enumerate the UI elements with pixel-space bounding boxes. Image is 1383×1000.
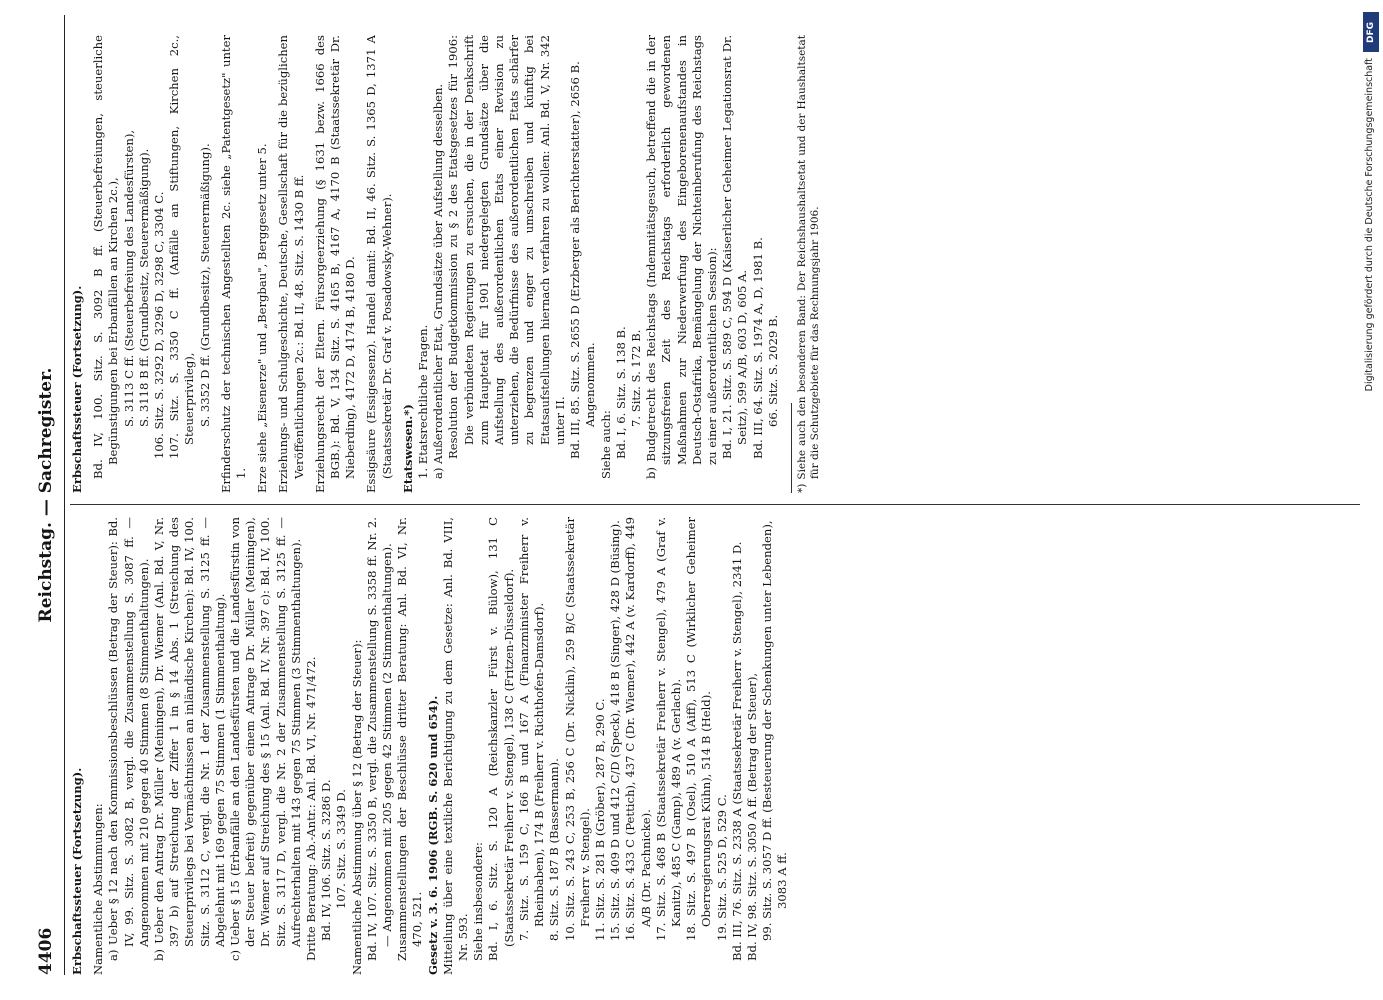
index-entry: Erfinderschutz der technischen Angestellten 2c. siehe „Patentgesetz" unter 1. <box>218 35 249 493</box>
left-column <box>70 517 1360 975</box>
left-column-heading: Erbschaftssteuer (Fortsetzung). <box>70 767 84 975</box>
rotated-page-sheet <box>30 15 1370 975</box>
page-title: Reichstag. — Sachregister. <box>36 367 56 623</box>
text-line: 106. Sitz. S. 3292 D, 3296 D, 3298 C, 3304 C. <box>152 191 167 459</box>
text-line: a) Ueber § 12 nach den Kommissionsbeschlüssen (Betrag der Steuer): Bd. IV, 99. Sitz. S. 3082 B, vergl. die Zusammenstellung S. 3087 ff. — Angenommen mit 210 gegen 40 Stimmen (8 Stimmenthaltungen). <box>106 517 151 961</box>
text-line: 107. Sitz. S. 3350 C ff. (Anfälle an Stiftungen, Kirchen 2c., Steuerprivileg), <box>167 35 197 459</box>
text-line: 10. Sitz. S. 243 C, 253 B, 256 C (Dr. Nicklin), 259 B/C (Staatssekretär Freiherr v. Stengel). <box>562 517 592 941</box>
right-column <box>70 35 1360 493</box>
digitization-credit <box>1362 12 1380 972</box>
column-divider <box>70 504 1360 505</box>
text-line: Angenommen. <box>583 342 598 427</box>
index-entry: Erze siehe „Eisenerze" und „Bergbau", Berggesetz unter 5. <box>255 143 270 493</box>
text-line: Bd. III, 76. Sitz. S. 2338 A (Staatssekretär Freiherr v. Stengel), 2341 D. <box>729 541 744 961</box>
text-line: Mitteilung über eine textliche Berichtigung zu dem Gesetze: Anl. Bd. VIII, Nr. 593. <box>440 517 471 975</box>
text-line: Namentliche Abstimmung über § 12 (Betrag der Steuer): <box>349 639 364 975</box>
text-line: S. 3113 C ff. (Steuerbefreiung des Landesfürsten), <box>121 129 136 427</box>
text-line: Namentliche Abstimmungen: <box>91 803 106 975</box>
running-header <box>30 15 65 975</box>
footnote: *) Siehe auch den besonderen Band: Der Reichshaushaltsetat und der Haushaltsetat für die Schutzgebiete für das Rechnungsjahr 1906. <box>795 35 821 493</box>
text-line: 16. Sitz. S. 433 C (Pettich), 437 C (Dr. Wiemer), 442 A (v. Kardorff), 449 A/B (Dr. Pachnicke). <box>623 517 653 941</box>
text-line: Zusammenstellungen der Beschlüsse dritter Beratung: Anl. Bd. VI, Nr. 470, 521. <box>395 517 425 961</box>
right-column-heading: Erbschaftssteuer (Fortsetzung). <box>70 285 84 493</box>
index-entry-heading: Etatswesen.*) <box>400 404 415 493</box>
text-line: S. 3352 D ff. (Grundbesitz), Steuerermäßigung). <box>197 143 212 427</box>
digitization-credit-text: Digitalisierung gefördert durch die Deutsche Forschungsgemeinschaft <box>1364 58 1375 392</box>
text-line: Bd. I, 6. Sitz. S. 138 B. <box>613 326 628 459</box>
index-entry: Erziehungsrecht der Eltern. Fürsorgeerziehung (§ 1631 bezw. 1666 des BGB.): Bd. V, 134 Sitz. S. 4165 B, 4167 A, 4170 B (Staatssekretär Dr. Nieberding), 4172 D, 4174 B, 4180 D. <box>312 35 358 493</box>
text-line: 19. Sitz. S. 525 D, 529 C. <box>714 794 729 941</box>
text-line: 66. Sitz. S. 2029 B. <box>765 314 780 427</box>
text-line: c) Ueber § 15 (Erbanfälle an den Landesfürsten und die Landesfürstin von der Steuer befreit) gegenüber einem Antrage Dr. Müller (Meiningen), Dr. Wiemer auf Streichung des § 15 (Anl. Bd. IV, Nr. 397 c): Bd. IV, 100. Sitz. S. 3117 D, vergl. die Nr. 2 der Zusammenstellung S. 3125 ff. — Aufrechterhalten mit 143 gegen 75 Stimmen (3 Stimmenthaltungen). <box>228 517 303 961</box>
dfg-logo: DFG <box>1363 12 1379 52</box>
text-line: 7. Sitz. S. 159 C, 166 B und 167 A (Finanzminister Freiherr v. Rheinbaben), 174 B (Freiherr v. Richthofen-Damsdorf). <box>516 517 547 941</box>
text-line: Bd. IV, 107. Sitz. S. 3350 B, vergl. die Zusammenstellung S. 3358 ff. Nr. 2. — Angenommen mit 205 gegen 42 Stimmen (2 Stimmenthaltungen). <box>364 517 395 961</box>
text-line: S. 3118 B ff. (Grundbesitz, Steuerermäßigung). <box>136 148 151 427</box>
text-line: 11. Sitz. S. 281 B (Gröber), 287 B, 290 C. <box>592 698 607 941</box>
text-line: Bd. IV, 98. Sitz. S. 3050 A ff. (Betrag der Steuer), <box>744 672 759 961</box>
text-line: 7. Sitz. S. 172 B. <box>628 329 643 427</box>
text-line: Bd. I, 6. Sitz. S. 120 A (Reichskanzler Fürst v. Bülow), 131 C (Staatssekretär Freiherr v. Stengel), 138 C (Fritzen-Düsseldorf). <box>486 517 516 961</box>
text-line: Siehe auch: <box>598 410 613 479</box>
index-entry: Erziehungs- und Schulgeschichte, Deutsche, Gesellschaft für die bezüglichen Veröffentlichungen 2c.: Bd. II, 48. Sitz. S. 1430 B ff. <box>276 35 306 493</box>
text-line: Bd. I, 21. Sitz. S. 589 C, 594 D (Kaiserlicher Geheimer Legationsrat Dr. Seitz), 599 A/B, 603 D, 605 A. <box>720 35 750 459</box>
page-number: 4406 <box>36 927 56 975</box>
text-line: 15. Sitz. S. 409 D und 412 C/D (Speck), 418 B (Singer), 428 D (Büsing). <box>608 520 623 941</box>
text-line: 17. Sitz. S. 468 B (Staatssekretär Freiherr v. Stengel), 479 A (Graf v. Kanitz), 485 C (Gamp), 489 A (v. Gerlach). <box>653 517 683 941</box>
text-line: 99. Sitz. S. 3057 D ff. (Besteuerung der Schenkungen unter Lebenden), <box>760 520 775 941</box>
text-line: Bd. IV, 106. Sitz. S. 3286 D. <box>319 779 334 941</box>
text-line: b) Ueber den Antrag Dr. Müller (Meiningen), Dr. Wiemer (Anl. Bd. V, Nr. 397 b) auf Streichung der Ziffer 1 in § 14 Abs. 1 (Streichung des Steuerprivilegs bei Vermächtnissen an inländische Kirchen): Bd. IV, 100. Sitz. S. 3112 C, vergl. die Nr. 1 der Zusammenstellung S. 3125 ff. — Abgelehnt mit 169 gegen 75 Stimmen (1 Stimmenthaltung). <box>152 517 227 961</box>
text-line: 1. Etatsrechtliche Fragen. <box>416 324 431 479</box>
footnote-rule <box>791 403 792 493</box>
text-line: Siehe insbesondere: <box>471 842 486 961</box>
text-line: b) Budgetrecht des Reichstags (Indemnitätsgesuch, betreffend die in der sitzungsfreien Zeit des Reichstags erforderlich gewordenen Maßnahmen zur Niederwerfung des Eingeborenenaufstandes in Deutsch-Ostafrika, Bemängelung der Nichteinberufung des Reichstags zu einer außerordentlichen Session): <box>644 35 719 479</box>
text-line: 8. Sitz. S. 187 B (Bassermann). <box>547 758 562 941</box>
text-line: Bd. III, 85. Sitz. S. 2655 D (Erzberger als Berichterstatter), 2656 B. <box>568 61 583 459</box>
text-line: Dritte Beratung: Ab.-Antr.: Anl. Bd. VI, Nr. 471/472. <box>304 656 319 961</box>
law-reference: Gesetz v. 3. 6. 1906 (RGB. S. 620 und 654). <box>425 695 440 975</box>
text-line: Bd. III, 64. Sitz. S. 1974 A, D, 1981 B. <box>750 237 765 459</box>
text-line: Resolution der Budgetkommission zu § 2 des Etatsgesetzes für 1906: Die verbündeten Regierungen zu ersuchen, die in der Denkschrift zum Hauptetat für 1901 niedergelegten Grundsätze über die Aufstellung des außerordentlichen Etats einer Revision zu unterziehen, die Bedürfnisse des außerordentlichen Etats schärfer zu begrenzen und enger zu umschreiben und künftig bei Etatsaufstellungen hiernach verfahren zu wollen: Anl. Bd. V, Nr. 342 unter II. <box>446 35 567 459</box>
text-line: 107. Sitz. S. 3349 D. <box>334 789 349 909</box>
text-line: a) Außerordentlicher Etat, Grundsätze über Aufstellung desselben. <box>431 83 446 479</box>
text-line: 18. Sitz. S. 497 B (Osel), 510 A (Aiff), 513 C (Wirklicher Geheimer Oberregierungsrat Kühn), 514 B (Held). <box>684 517 714 941</box>
text-line: 3083 A ff. <box>775 852 790 909</box>
text-line: Bd. IV, 100. Sitz. S. 3092 B ff. (Steuerbefreiungen, steuerliche Begünstigungen bei Erbanfällen an Kirchen 2c.), <box>91 35 121 479</box>
index-entry: Essigsäure (Essigessenz). Handel damit: Bd. II, 46. Sitz. S. 1365 D, 1371 A (Staatssekretär Dr. Graf v. Posadowsky-Wehner). <box>364 35 394 493</box>
